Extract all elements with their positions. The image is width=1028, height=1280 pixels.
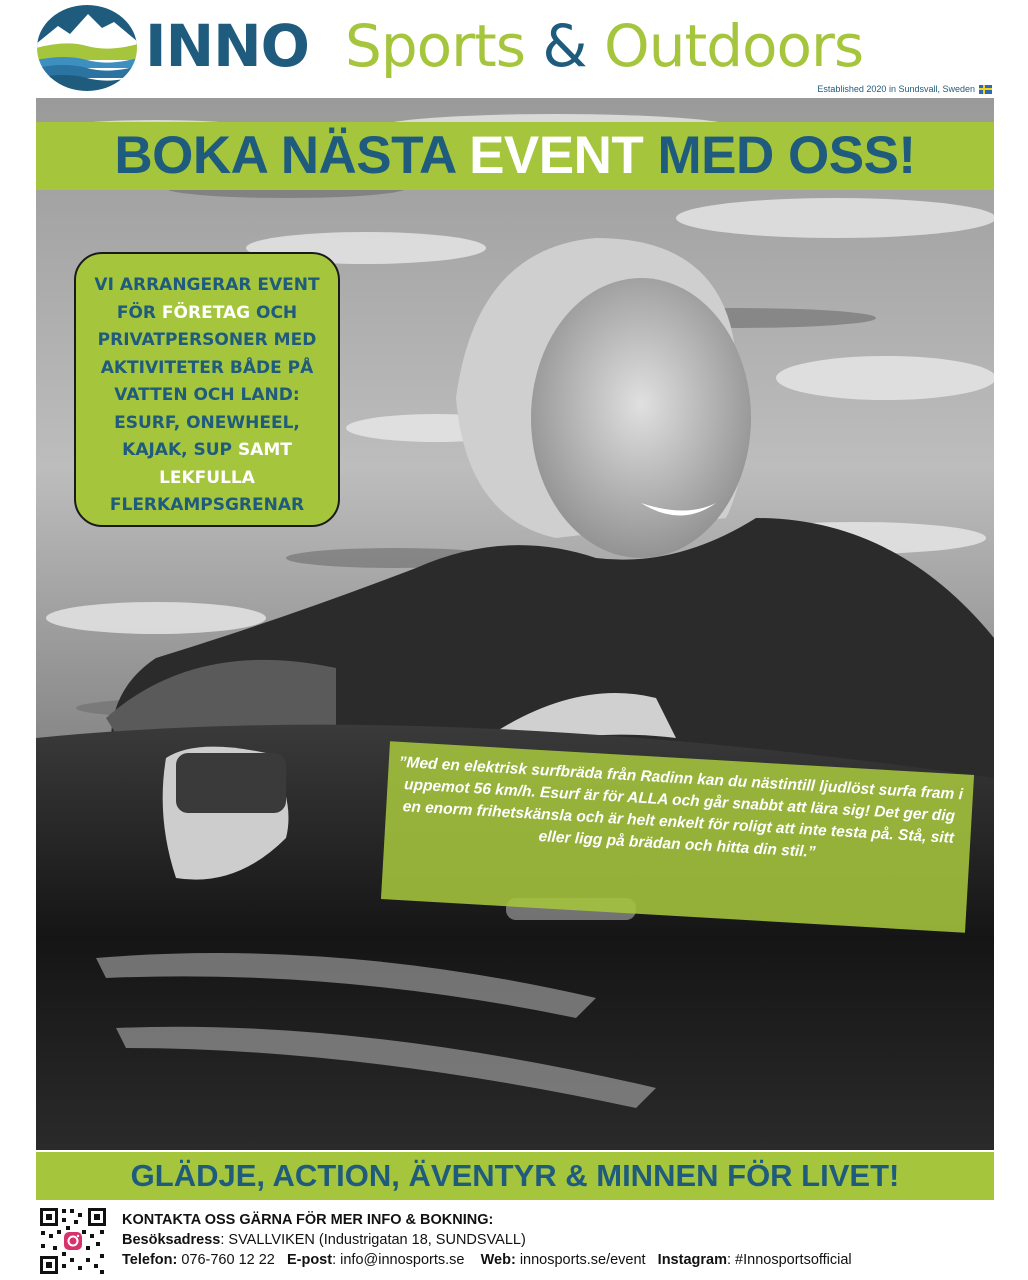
address-value: : SVALLVIKEN (Industrigatan 18, SUNDSVALL) — [220, 1232, 526, 1248]
title-part-1: BOKA NÄSTA — [114, 126, 470, 185]
swedish-flag-icon — [979, 85, 992, 94]
info-text-5: FLERKAMPSGRENAR — [109, 495, 305, 515]
info-text-4: SAMT LEKFULLA — [159, 440, 292, 488]
brand-name-sports-outdoors — [345, 6, 863, 86]
brand-name-inno: INNO — [145, 12, 309, 80]
instagram-handle[interactable]: : #Innosportsofficial — [726, 1252, 852, 1268]
title-part-2: EVENT — [469, 126, 644, 185]
phone-label: Telefon: — [122, 1252, 178, 1268]
info-text-2: FÖRETAG — [161, 302, 251, 323]
info-text-1: VI ARRANGERAR EVENT FÖR — [94, 275, 320, 323]
web-link[interactable]: innosports.se/event — [515, 1252, 646, 1268]
title-part-3: MED OSS! — [643, 126, 916, 185]
brand-sports: Sports — [345, 12, 525, 80]
brand-outdoors: Outdoors — [604, 12, 864, 80]
address-line — [122, 1230, 526, 1250]
slogan-text: GLÄDJE, ACTION, ÄVENTYR & MINNEN FÖR LIVET! — [130, 1158, 900, 1193]
quote-panel — [381, 741, 974, 932]
established-line — [817, 83, 992, 95]
instagram-icon — [64, 1232, 82, 1250]
contact-heading: KONTAKTA OSS GÄRNA FÖR MER INFO & BOKNING: — [122, 1212, 494, 1228]
email-link[interactable]: : info@innosports.se — [332, 1252, 465, 1268]
info-box — [74, 252, 340, 527]
phone-value[interactable]: 076-760 12 22 — [177, 1252, 275, 1268]
contact-line — [122, 1250, 852, 1270]
page-title — [36, 122, 994, 190]
qr-code-icon[interactable] — [38, 1206, 108, 1276]
quote-text: ”Med en elektrisk surfbräda från Radinn kan du nästintill ljudlöst surfa fram i uppemot 56 km/h. Esurf är för ALLA och går snabbt att lära sig! Det ger dig en enorm frihetskänsla och är helt enkelt för roligt att inte testa på. Stå, sitt eller ligg på brädan och hitta din stil.” — [381, 741, 974, 932]
web-label: Web: — [480, 1252, 516, 1268]
email-label: E-post — [286, 1252, 333, 1268]
brand-ampersand: & — [542, 12, 587, 80]
address-label: Besöksadress — [122, 1232, 221, 1248]
logo-icon — [36, 4, 138, 92]
instagram-label: Instagram — [657, 1252, 727, 1268]
info-text-3: OCH PRIVATPERSONER MED AKTIVITETER BÅDE PÅ VATTEN OCH LAND: ESURF, ONEWHEEL, KAJAK, SUP — [97, 302, 317, 460]
established-text: Established 2020 in Sundsvall, Sweden — [817, 84, 975, 94]
